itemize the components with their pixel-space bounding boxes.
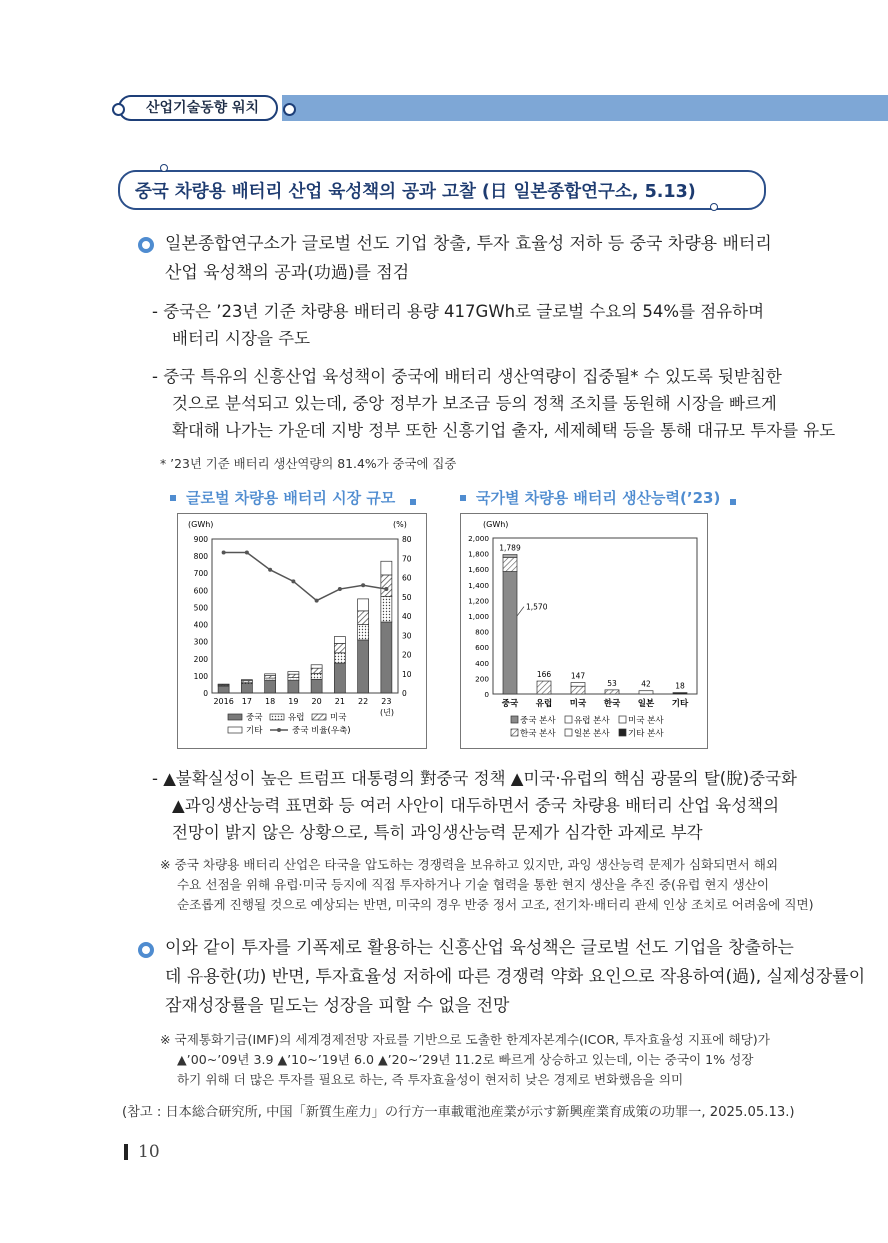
chart1-title: 글로벌 차량용 배터리 시장 규모 (186, 489, 396, 507)
y-tick-label: 100 (193, 671, 208, 681)
legend-label: 중국 (246, 713, 263, 723)
legend-swatch (270, 714, 284, 720)
legend-swatch (619, 716, 626, 723)
plot-area (212, 539, 398, 693)
y-tick-label: 900 (193, 535, 208, 544)
header-band (282, 95, 888, 121)
total-data-label: 42 (641, 679, 651, 689)
china-share-point (245, 550, 249, 554)
chart1-title-marker (170, 495, 176, 501)
legend-swatch (511, 729, 518, 736)
reference: (참고 : 日本総合研究所, 中国「新質生産力」の行方一車載電池産業が示す新興産業育成策の功罪一, 2025.05.13.) (122, 1105, 795, 1120)
chart2-frame (460, 513, 708, 749)
legend-swatch (511, 716, 518, 723)
y-tick-label: 0 (484, 690, 489, 699)
china-share-point (315, 599, 319, 603)
bar-segment (537, 681, 551, 694)
bar-europe (288, 678, 299, 681)
bullet-icon (138, 942, 154, 958)
note2-line1: ※ 국제통화기금(IMF)의 세계경제전망 자료를 기반으로 도출한 한계자본계수(ICOR, 투자효율성 지표에 해당)가 (160, 1032, 770, 1047)
bar-other (241, 680, 252, 681)
china-share-point (338, 587, 342, 591)
legend-swatch (228, 714, 242, 720)
tag-right-dot (283, 103, 296, 116)
y2-tick-label: 40 (402, 612, 412, 621)
chart1-title-end (410, 499, 416, 505)
china-share-point (361, 583, 365, 587)
china-inner-label: 1,570 (526, 602, 548, 612)
legend-label: 일본 본사 (574, 729, 610, 739)
china-inner-leader (517, 607, 524, 616)
legend-label: 미국 본사 (628, 716, 664, 726)
bar-segment (503, 572, 517, 694)
x-tick-label: 21 (334, 697, 345, 706)
bar-china (311, 679, 322, 693)
bullet-icon (138, 237, 154, 253)
y-tick-label: 800 (475, 627, 489, 637)
bar-china (381, 622, 392, 693)
bar-usa (265, 676, 276, 679)
legend-label: 기타 (246, 726, 263, 736)
y-tick-label: 1,000 (468, 612, 489, 621)
y2-tick-label: 30 (402, 631, 412, 641)
bar-other (311, 665, 322, 668)
bar-other (288, 672, 299, 675)
y-tick-label: 1,400 (468, 580, 489, 590)
note1-line3: 순조롭게 진행될 것으로 예상되는 반면, 미국의 경우 반중 정서 고조, 전기차·배터리 관세 인상 조치로 어려움에 직면) (177, 897, 814, 912)
page-title: 중국 차량용 배터리 산업 육성책의 공과 고찰 (日 일본종합연구소, 5.13) (135, 182, 696, 202)
legend-label: 유럽 본사 (574, 716, 610, 726)
x-tick-label: 20 (311, 697, 322, 706)
title-bottom-dot (710, 203, 718, 211)
sub3-line1: - ▲불확실성이 높은 트럼프 대통령의 對중국 정책 ▲미국·유럽의 핵심 광물의 탈(脫)중국화 (152, 769, 797, 788)
y2-tick-label: 60 (402, 573, 412, 583)
bullet2-line1: 이와 같이 투자를 기폭제로 활용하는 신흥산업 육성책은 글로벌 선도 기업을 창출하는 (165, 938, 794, 958)
note1-line2: 수요 선점을 위해 유럽·미국 등지에 직접 투자하거나 기술 협력을 통한 현지 생산을 추진 중(유럽 현지 생산이 (177, 877, 770, 892)
x-tick-label: 2016 (213, 697, 234, 706)
y-tick-label: 1,800 (468, 549, 489, 559)
x-axis-unit: (년) (380, 708, 394, 717)
y-tick-label: 400 (193, 620, 208, 630)
bar-europe (358, 625, 369, 640)
legend-label: 중국 비율(우축) (292, 726, 351, 736)
legend-swatch (619, 729, 626, 736)
y2-tick-label: 0 (402, 689, 407, 698)
bar-china (334, 663, 345, 693)
x-tick-label: 미국 (569, 699, 587, 709)
total-data-label: 1,789 (499, 543, 521, 553)
bar-segment (571, 683, 585, 687)
y2-tick-label: 70 (402, 554, 412, 564)
bar-other (334, 637, 345, 644)
bar-china (241, 684, 252, 693)
section-tag-label: 산업기술동향 워치 (146, 100, 260, 116)
title-top-dot (160, 164, 168, 172)
note2-line2: ▲’00~’09년 3.9 ▲’10~’19년 6.0 ▲’20~’29년 11.2로 빠르게 상승하고 있는데, 이는 중국이 1% 성장 (177, 1052, 754, 1067)
legend-swatch (228, 727, 242, 733)
y-tick-label: 1,200 (468, 596, 489, 606)
chart2-title: 국가별 차량용 배터리 생산능력(’23) (476, 489, 721, 507)
legend-label: 중국 본사 (520, 716, 556, 726)
china-share-point (268, 568, 272, 572)
x-tick-label: 23 (381, 697, 392, 706)
bar-segment (639, 691, 653, 694)
note1-line1: ※ 중국 차량용 배터리 산업은 타국을 압도하는 경쟁력을 보유하고 있지만, 과잉 생산능력 문제가 심화되면서 해외 (160, 857, 779, 872)
y2-tick-label: 50 (402, 592, 412, 602)
legend-swatch (565, 729, 572, 736)
x-tick-label: 22 (358, 697, 369, 706)
y-axis-unit: (GWh) (188, 520, 214, 529)
x-tick-label: 18 (265, 697, 276, 706)
x-tick-label: 유럽 (535, 699, 553, 709)
chart1-frame (177, 513, 427, 749)
total-data-label: 53 (607, 678, 617, 688)
bar-europe (381, 596, 392, 622)
sub2-line3: 확대해 나가는 가운데 지방 정부 또한 신흥기업 출자, 세제혜택 등을 통해 대규모 투자를 유도 (172, 421, 836, 440)
y2-tick-label: 20 (402, 650, 412, 660)
bar-other (381, 561, 392, 575)
x-tick-label: 일본 (637, 699, 655, 709)
y-tick-label: 300 (193, 637, 208, 647)
sub2-line2: 것으로 분석되고 있는데, 중앙 정부가 보조금 등의 정책 조치를 동원해 시장을 빠르게 (172, 394, 777, 413)
y-tick-label: 600 (475, 643, 489, 653)
bar-china (218, 686, 229, 693)
page-number-marker (124, 1144, 128, 1160)
note2-line3: 하기 위해 더 많은 투자를 필요로 하는, 즉 투자효율성이 현저히 낮은 경제로 변화했음을 의미 (177, 1072, 684, 1087)
y-tick-label: 800 (193, 552, 208, 562)
bar-usa (358, 611, 369, 625)
y-tick-label: 700 (193, 569, 208, 579)
bar-usa (381, 575, 392, 596)
x-tick-label: 한국 (603, 699, 621, 709)
chart1-svg (178, 514, 426, 748)
y-tick-label: 0 (203, 689, 208, 698)
bar-segment (503, 554, 517, 555)
sub3-line3: 전망이 밝지 않은 상황으로, 특히 과잉생산능력 문제가 심각한 과제로 부각 (172, 823, 703, 842)
y-axis-unit: (GWh) (483, 520, 509, 529)
tag-left-dot (112, 103, 125, 116)
y-tick-label: 2,000 (468, 534, 489, 543)
sub3-line2: ▲과잉생산능력 표면화 등 여러 사안이 대두하면서 중국 차량용 배터리 산업 육성책의 (172, 796, 780, 815)
sub1-line1: - 중국은 ’23년 기준 차량용 배터리 용량 417GWh로 글로벌 수요의 54%를 점유하며 (152, 302, 765, 321)
bar-segment (605, 690, 619, 694)
bar-usa (311, 668, 322, 673)
total-data-label: 18 (675, 681, 685, 691)
bar-other (358, 599, 369, 611)
y2-tick-label: 10 (402, 669, 412, 679)
plot-area (493, 538, 697, 694)
china-share-point (222, 550, 226, 554)
y-tick-label: 600 (193, 586, 208, 596)
y-tick-label: 200 (475, 674, 489, 684)
legend-line-dot (277, 728, 281, 732)
y-tick-label: 400 (475, 658, 489, 668)
bar-europe (334, 653, 345, 663)
bar-usa (288, 674, 299, 677)
bullet1-line2: 산업 육성책의 공과(功過)를 점검 (165, 263, 410, 283)
chart2-svg (461, 514, 707, 748)
legend-label: 한국 본사 (520, 729, 556, 739)
y2-axis-unit: (%) (393, 520, 407, 529)
china-share-point (291, 579, 295, 583)
bullet1-line1: 일본종합연구소가 글로벌 선도 기업 창출, 투자 효율성 저하 등 중국 차량용 배터리 (165, 234, 772, 254)
total-data-label: 147 (570, 671, 586, 681)
x-tick-label: 기타 (671, 699, 689, 709)
chart2-title-marker (460, 495, 466, 501)
china-share-point (384, 587, 388, 591)
bar-segment (571, 686, 585, 694)
x-tick-label: 19 (288, 697, 299, 706)
legend-label: 미국 (330, 713, 347, 723)
bar-usa (334, 643, 345, 652)
page-number: 10 (138, 1142, 160, 1162)
bullet2-line2: 데 유용한(功) 반면, 투자효율성 저하에 따른 경쟁력 약화 요인으로 작용하여(過), 실제성장률이 (165, 967, 866, 987)
y-tick-label: 200 (193, 654, 208, 664)
bar-europe (311, 673, 322, 679)
legend-swatch (312, 714, 326, 720)
bar-china (288, 680, 299, 693)
bullet2-line3: 잠재성장률을 밑도는 성장을 피할 수 없을 전망 (165, 996, 510, 1016)
total-data-label: 166 (536, 670, 552, 680)
bar-china (358, 640, 369, 693)
footnote: * ’23년 기준 배터리 생산역량의 81.4%가 중국에 집중 (160, 456, 457, 471)
x-tick-label: 중국 (501, 699, 519, 709)
bar-segment (503, 558, 517, 572)
sub1-line2: 배터리 시장을 주도 (172, 329, 311, 348)
x-tick-label: 17 (241, 697, 252, 706)
y2-tick-label: 80 (402, 535, 412, 544)
legend-label: 유럽 (288, 713, 305, 723)
legend-swatch (565, 716, 572, 723)
bar-china (265, 680, 276, 693)
bar-other (265, 674, 276, 676)
y-tick-label: 500 (193, 603, 208, 613)
legend-label: 기타 본사 (628, 729, 664, 739)
china-share-line (224, 552, 387, 600)
bar-segment (673, 693, 687, 694)
section-tag (118, 95, 278, 121)
sub2-line1: - 중국 특유의 신흥산업 육성책이 중국에 배터리 생산역량이 집중될* 수 있도록 뒷받침한 (152, 367, 782, 386)
chart2-title-end (730, 499, 736, 505)
y-tick-label: 1,600 (468, 565, 489, 575)
